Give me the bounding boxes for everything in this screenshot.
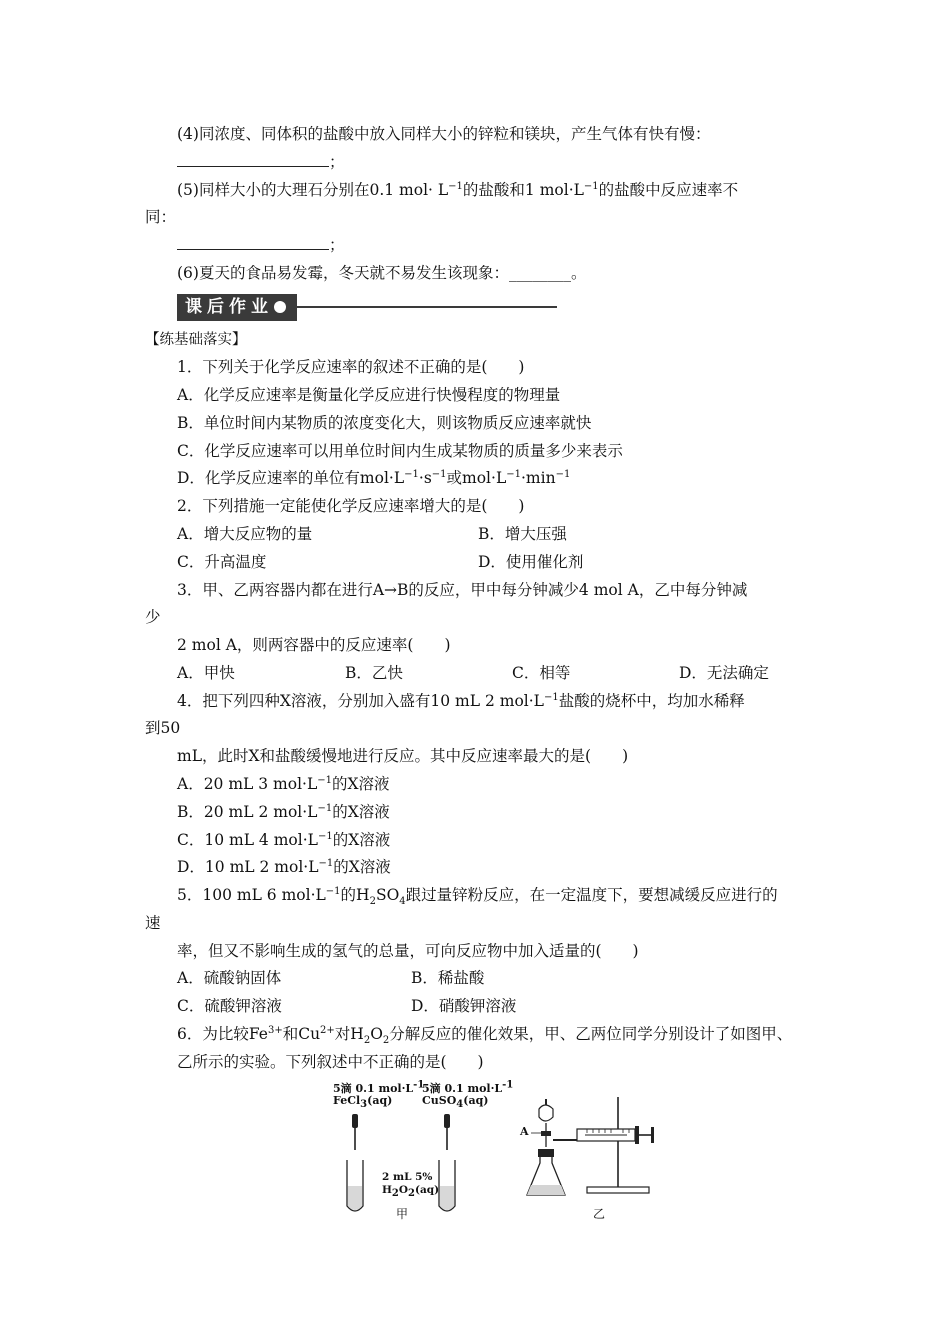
- q6-stem-1: 6．为比较$Fe^{3+}$和$Cu^{2+}$对$H_2O_2$分解反应的催化效果，甲、乙两位同学分别设计了如图甲、: [177, 1024, 793, 1047]
- q4-prev-answer[interactable]: ；: [177, 152, 345, 172]
- section-heading: 【练基础落实】: [145, 332, 247, 348]
- q4-stem-2: 到50: [145, 719, 181, 737]
- syringe-apparatus-diagram: [515, 1095, 660, 1225]
- q4-option-a[interactable]: A．20 mL 3 $mol\cdot L^{-1}$的X溶液: [177, 774, 390, 793]
- q3-option-d[interactable]: D．无法确定: [679, 664, 769, 682]
- q2-option-d[interactable]: D．使用催化剂: [478, 553, 584, 571]
- cuso4-label: 5滴 0.1 $mol\cdot L^{-1}$: [422, 1079, 514, 1095]
- q4-stem-3: mL，此时X和盐酸缓慢地进行反应。其中反应速率最大的是( ): [177, 747, 629, 765]
- fecl3-label: 5滴 0.1 $mol\cdot L^{-1}$: [333, 1079, 425, 1095]
- q3-stem-1: 3．甲、乙两容器内都在进行A→B的反应，甲中每分钟减少4 mol A，乙中每分钟减: [177, 581, 748, 599]
- q1-option-a[interactable]: A．化学反应速率是衡量化学反应进行快慢程度的物理量: [177, 386, 561, 404]
- q5-prev-text-2: 同：: [145, 208, 177, 226]
- q6-prev-text: (6)夏天的食品易发霉，冬天就不易发生该现象：________。: [177, 264, 587, 282]
- q2-option-c[interactable]: C．升高温度: [177, 553, 267, 571]
- q5-option-d[interactable]: D．硝酸钾溶液: [411, 997, 517, 1015]
- q4-prev-text: (4)同浓度、同体积的盐酸中放入同样大小的锌粒和镁块，产生气体有快有慢：: [177, 125, 711, 143]
- q1-option-d[interactable]: D．化学反应速率的单位有$mol\cdot L^{-1}\cdot s^{-1}$或$mol\cdot L^{-1}\cdot\min^{-1}$: [177, 468, 571, 487]
- q4-option-d[interactable]: D．10 mL 2 $mol\cdot L^{-1}$的X溶液: [177, 857, 391, 876]
- q2-option-a[interactable]: A．增大反应物的量: [177, 525, 313, 543]
- banner-dot-icon: [274, 301, 286, 313]
- q3-option-a[interactable]: A．甲快: [177, 664, 235, 682]
- q5-prev-text: (5)同样大小的大理石分别在0.1 $mol\cdot L^{-1}$的盐酸和1 $mol\cdot L^{-1}$的盐酸中反应速率不: [177, 180, 739, 199]
- q4-stem-1: 4．把下列四种X溶液，分别加入盛有10 mL 2 $mol\cdot L^{-1}$盐酸的烧杯中，均加水稀释: [177, 691, 745, 710]
- figure-jia: [330, 1078, 514, 1223]
- q1-stem: 1．下列关于化学反应速率的叙述不正确的是( ): [177, 358, 525, 376]
- cuso4-formula: CuSO$_4$(aq): [422, 1094, 489, 1111]
- answer-blank[interactable]: [177, 152, 329, 167]
- h2o2-formula-label: $H_2O_2(aq)$: [382, 1184, 440, 1200]
- q3-option-c[interactable]: C．相等: [512, 664, 571, 682]
- q3-option-b[interactable]: B．乙快: [345, 664, 403, 682]
- label-a: A: [520, 1125, 529, 1138]
- q5-stem-1: 5．100 mL 6 $mol\cdot L^{-1}$的$H_2SO_4$跟过量锌粉反应，在一定温度下，要想减缓反应进行的: [177, 885, 778, 908]
- q3-stem-2: 少: [145, 608, 161, 626]
- fecl3-formula: FeCl$_3$(aq): [333, 1094, 393, 1111]
- q5-prev-answer[interactable]: ；: [177, 235, 345, 255]
- figure-yi: [515, 1095, 660, 1225]
- q5-option-c[interactable]: C．硫酸钾溶液: [177, 997, 282, 1015]
- q5-stem-2: 速: [145, 914, 161, 932]
- q3-stem-3: 2 mol A，则两容器中的反应速率( ): [177, 636, 451, 654]
- q2-option-b[interactable]: B．增大压强: [478, 525, 567, 543]
- banner-rule: [297, 306, 557, 308]
- h2o2-volume-label: 2 mL 5%: [382, 1171, 433, 1183]
- q5-stem-3: 率，但又不影响生成的氢气的总量，可向反应物中加入适量的( ): [177, 942, 639, 960]
- section-banner: 课后作业: [177, 294, 297, 321]
- figure-label-jia: 甲: [396, 1207, 409, 1221]
- q6-stem-2: 乙所示的实验。下列叙述中不正确的是( ): [177, 1053, 484, 1071]
- figure-label-yi: 乙: [593, 1207, 606, 1221]
- q5-option-a[interactable]: A．硫酸钠固体: [177, 969, 282, 987]
- answer-blank[interactable]: [177, 235, 329, 250]
- q1-option-c[interactable]: C．化学反应速率可以用单位时间内生成某物质的质量多少来表示: [177, 442, 623, 460]
- test-tube-diagram: [330, 1078, 480, 1223]
- q5-option-b[interactable]: B．稀盐酸: [411, 969, 485, 987]
- q1-option-b[interactable]: B．单位时间内某物质的浓度变化大，则该物质反应速率就快: [177, 414, 592, 432]
- q2-stem: 2．下列措施一定能使化学反应速率增大的是( ): [177, 497, 525, 515]
- q4-option-c[interactable]: C．10 mL 4 $mol\cdot L^{-1}$的X溶液: [177, 830, 391, 849]
- q4-option-b[interactable]: B．20 mL 2 $mol\cdot L^{-1}$的X溶液: [177, 802, 390, 821]
